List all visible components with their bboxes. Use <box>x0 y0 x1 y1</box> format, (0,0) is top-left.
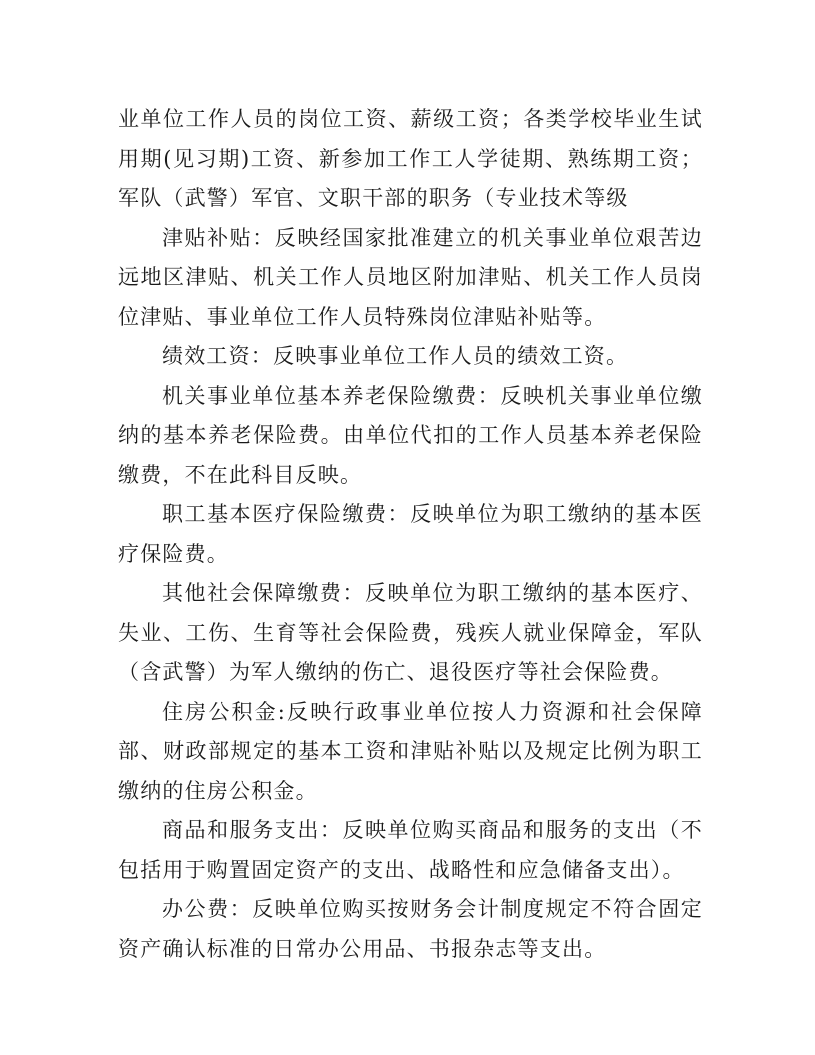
paragraph-performance-pay: 绩效工资：反映事业单位工作人员的绩效工资。 <box>162 344 629 368</box>
paragraph-goods-services: 商品和服务支出：反映单位购买商品和服务的支出（不包括用于购置固定资产的支出、战略性和应急储备支出）。 <box>118 818 703 882</box>
document-body <box>118 100 703 969</box>
paragraph-housing-fund: 住房公积金:反映行政事业单位按人力资源和社会保障部、财政部规定的基本工资和津贴补贴以及规定比例为职工缴纳的住房公积金。 <box>118 699 703 803</box>
paragraph-continuation: 业单位工作人员的岗位工资、薪级工资；各类学校毕业生试用期(见习期)工资、新参加工作工人学徒期、熟练期工资；军队（武警）军官、文职干部的职务（专业技术等级 <box>118 107 703 210</box>
paragraph-medical-insurance: 职工基本医疗保险缴费：反映单位为职工缴纳的基本医疗保险费。 <box>118 502 703 566</box>
paragraph-other-social-security: 其他社会保障缴费：反映单位为职工缴纳的基本医疗、失业、工伤、生育等社会保险费，残疾人就业保障金，军队（含武警）为军人缴纳的伤亡、退役医疗等社会保险费。 <box>118 581 703 684</box>
paragraph-allowances: 津贴补贴：反映经国家批准建立的机关事业单位艰苦边远地区津贴、机关工作人员地区附加津贴、机关工作人员岗位津贴、事业单位工作人员特殊岗位津贴补贴等。 <box>118 225 703 329</box>
paragraph-pension-insurance: 机关事业单位基本养老保险缴费：反映机关事业单位缴纳的基本养老保险费。由单位代扣的工作人员基本养老保险缴费，不在此科目反映。 <box>118 383 703 487</box>
paragraph-office-expenses: 办公费：反映单位购买按财务会计制度规定不符合固定资产确认标准的日常办公用品、书报杂志等支出。 <box>118 897 703 961</box>
